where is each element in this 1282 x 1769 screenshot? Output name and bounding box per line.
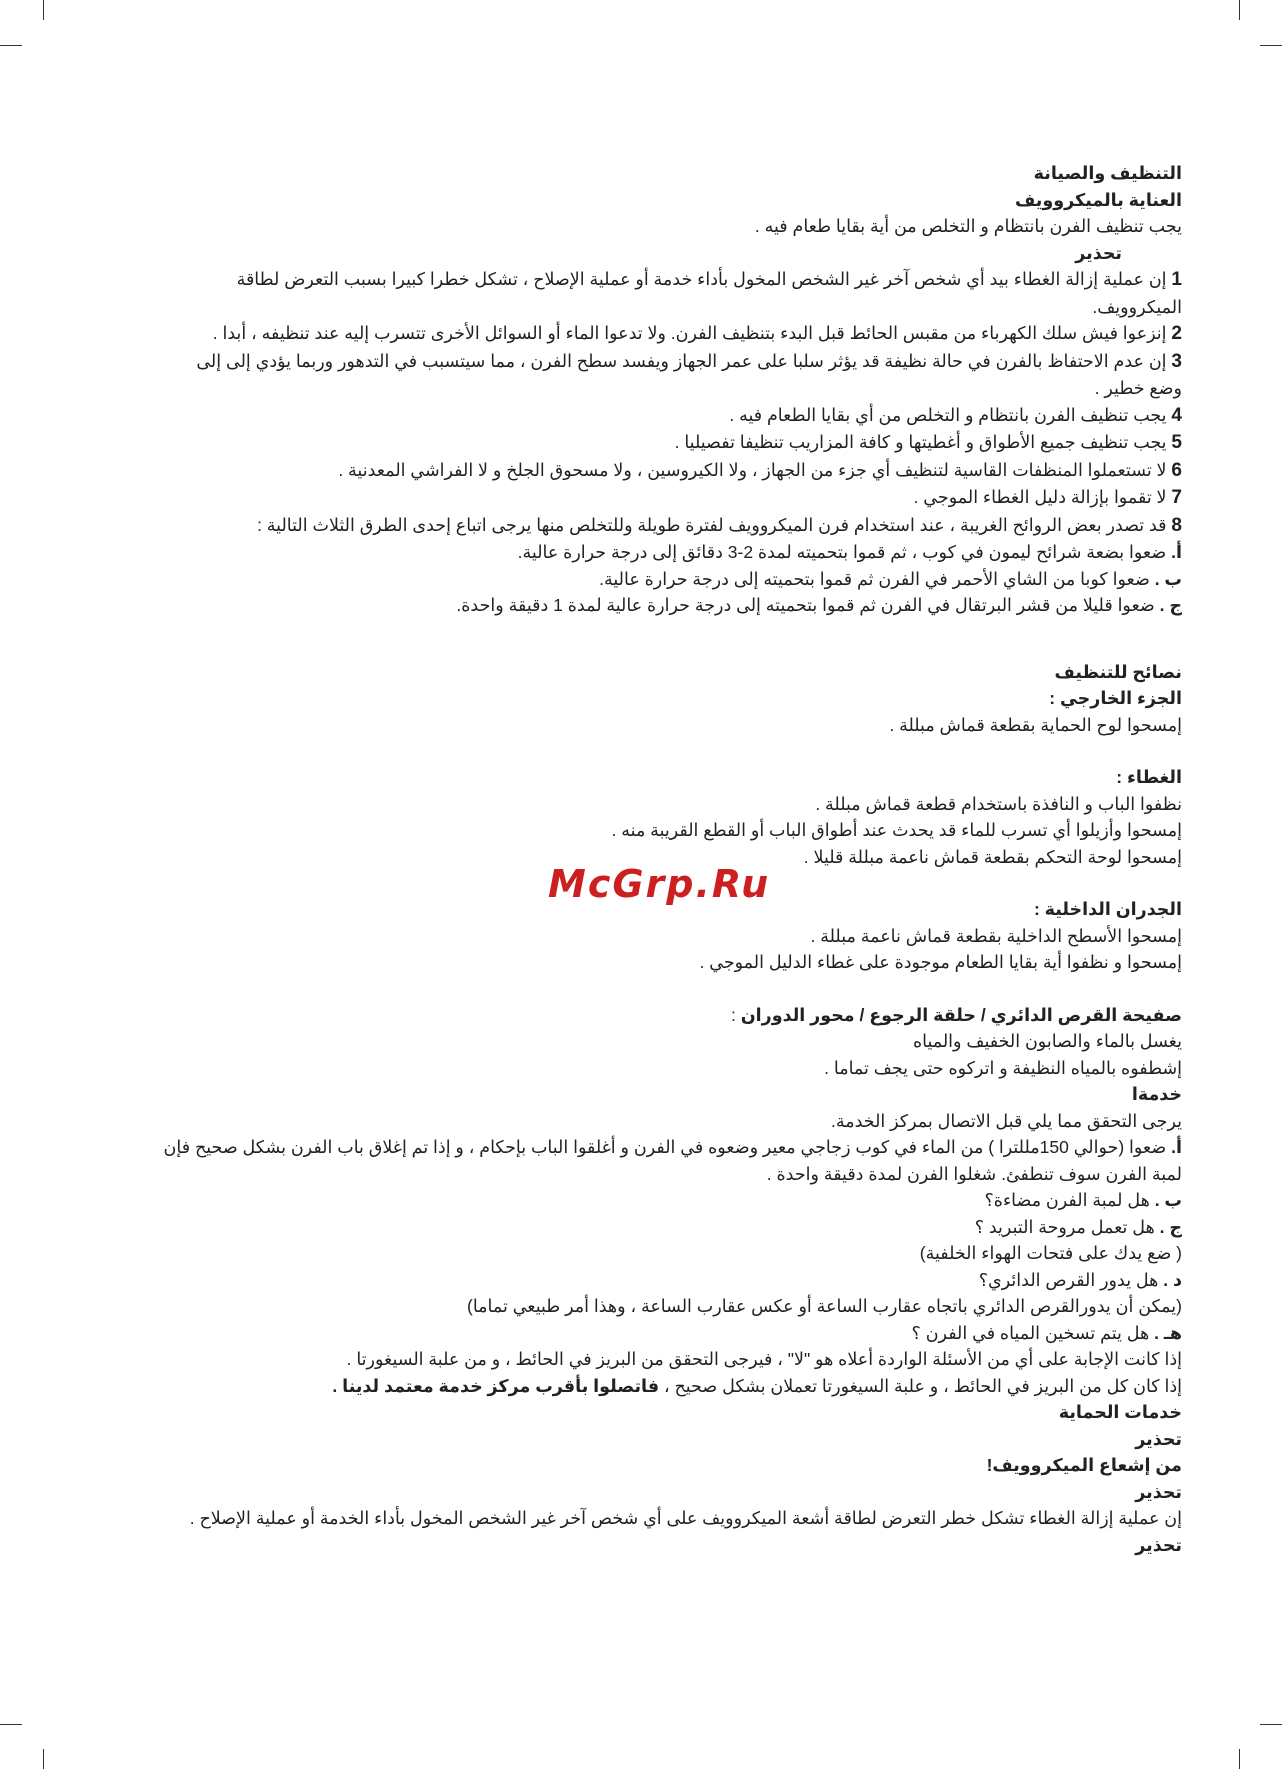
cover-text: نظفوا الباب و النافذة باستخدام قطعة قماش مبللة .: [815, 793, 1182, 814]
list-item: 2 إنزعوا فيش سلك الكهرباء من مقبس الحائط قبل البدء بتنظيف الفرن. ولا تدعوا الماء أو السوائل الأخرى تتسرب إليه عند تنظيفه ، أبدا .: [212, 323, 1182, 344]
list-item: 7 لا تقموا بإزالة دليل الغطاء الموجي .: [913, 487, 1182, 508]
list-item: 3 إن عدم الاحتفاظ بالفرن في حالة نظيفة قد يؤثر سلبا على عمر الجهاز ويفسد سطح الفرن ، مما سيتسبب في التدهور وربما يؤدي إلى إلى وضع خطير .: [196, 350, 1182, 398]
spacer: [162, 738, 1182, 764]
turntable-heading: صفيحة القرص الدائري / حلقة الرجوع / محور الدوران :: [730, 1004, 1182, 1025]
crop-mark: [43, 0, 44, 20]
spacer: [162, 976, 1182, 1002]
turntable-text: يغسل بالماء والصابون الخفيف والمياه: [912, 1031, 1182, 1051]
list-item: 1 إن عملية إزالة الغطاء بيد أي شخص آخر غير الشخص المخول بأداء خدمة أو عملية الإصلاح ، تشكل خطرا كبيرا بسبب التعرض لطاقة الميكروويف.: [236, 269, 1182, 317]
watermark: McGrp.Ru: [548, 862, 771, 906]
list-item: 8 قد تصدر بعض الروائح الغريبة ، عند استخدام فرن الميكروويف لفترة طويلة وللتخلص منها يرجى اتباع إحدى الطرق الثلاث التالية :: [257, 514, 1182, 536]
exterior-text: إمسحوا لوح الحماية بقطعة قماش مبللة .: [889, 714, 1182, 735]
warning-heading: تحذير: [1075, 242, 1122, 263]
spacer: [162, 645, 1182, 659]
warning-heading: تحذير: [1135, 1534, 1182, 1555]
document-body: [162, 160, 1182, 1558]
list-item: 6 لا تستعملوا المنظفات القاسية لتنظيف أي جزء من الجهاز ، ولا الكيروسين ، ولا مسحوق الجلخ و لا الفراشي المعدنية .: [338, 459, 1182, 481]
tips-title: نصائح للتنظيف: [1054, 661, 1182, 682]
cover-text: إمسحوا وأزيلوا أي تسرب للماء قد يحدث عند أطواق الباب أو القطع القريبة منه .: [611, 820, 1182, 840]
service-item: د . هل يدور القرص الدائري؟: [978, 1269, 1182, 1290]
service-item: أ. ضعوا (حوالي 150مللترا ) من الماء في كوب زجاجي معير وضعوه في الفرن و أغلقوا الباب بإحكام ، و إذا تم إغلاق باب الفرن بشكل صحيح فإن لمبة الفرن سوف تنطفئ. شغلوا الفرن لمدة دقيقة واحدة .: [163, 1137, 1182, 1184]
crop-mark: [1260, 45, 1282, 46]
spacer: [162, 619, 1182, 645]
cover-heading: الغطاء :: [1116, 767, 1182, 787]
sub-list-item: ب . ضعوا كوبا من الشاي الأحمر في الفرن ثم قموا بتحميته إلى درجة حرارة عالية.: [599, 568, 1182, 589]
turntable-text: إشطفوه بالمياه النظيفة و اتركوه حتى يجف تماما .: [824, 1057, 1182, 1078]
section-title: التنظيف والصيانة: [1033, 163, 1182, 183]
crop-mark: [43, 1749, 44, 1769]
service-if-no: إذا كانت الإجابة على أي من الأسئلة الواردة أعلاه هو "لا" ، فيرجى التحقق من البريز في الحائط ، و من علبة السيغورتا .: [346, 1349, 1182, 1369]
section-subtitle: العناية بالميكروويف: [1014, 189, 1182, 210]
service-intro: يرجى التحقق مما يلي قبل الاتصال بمركز الخدمة.: [830, 1110, 1182, 1131]
service-item: ج . هل تعمل مروحة التبريد ؟: [974, 1216, 1182, 1237]
list-item: 5 يجب تنظيف جميع الأطواق و أغطيتها و كافة المزاريب تنظيفا تفصيليا .: [674, 432, 1182, 453]
protection-text: إن عملية إزالة الغطاء تشكل خطر التعرض لطاقة أشعة الميكروويف على أي شخص آخر غير الشخص المخول بأداء الخدمة أو عملية الإصلاح .: [189, 1508, 1182, 1528]
radiation-heading: من إشعاع الميكروويف!: [986, 1455, 1182, 1475]
service-item: ب . هل لمبة الفرن مضاءة؟: [984, 1190, 1182, 1210]
sub-list-item: أ. ضعوا بضعة شرائح ليمون في كوب ، ثم قموا بتحميته لمدة 2-3 دقائق إلى درجة حرارة عالية.: [517, 542, 1182, 562]
service-item: هـ . هل يتم تسخين المياه في الفرن ؟: [911, 1322, 1182, 1343]
service-heading: خدمةا: [1131, 1084, 1182, 1104]
crop-mark: [1239, 0, 1240, 20]
warning-heading: تحذير: [1135, 1481, 1182, 1502]
walls-heading: الجدران الداخلية :: [1033, 899, 1182, 919]
crop-mark: [0, 1724, 22, 1725]
service-note: (يمكن أن يدورالقرص الدائري باتجاه عقارب الساعة أو عكس عقارب الساعة ، وهذا أمر طبيعي تماما): [467, 1296, 1182, 1316]
crop-mark: [1239, 1749, 1240, 1769]
walls-text: إمسحوا الأسطح الداخلية بقطعة قماش ناعمة مبللة .: [810, 925, 1182, 946]
service-if-ok: إذا كان كل من البريز في الحائط ، و علبة السيغورتا تعملان بشكل صحيح ، فاتصلوا بأقرب مركز خدمة معتمد لدينا .: [332, 1375, 1182, 1396]
intro-text: يجب تنظيف الفرن بانتظام و التخلص من أية بقايا طعام فيه .: [754, 216, 1182, 236]
cover-text: إمسحوا لوحة التحكم بقطعة قماش ناعمة مبللة قليلا .: [803, 846, 1182, 867]
sub-list-item: ج . ضعوا قليلا من قشر البرتقال في الفرن ثم قموا بتحميته إلى درجة حرارة عالية لمدة 1 دقيقة واحدة.: [456, 595, 1182, 615]
spacer: [162, 870, 1182, 896]
crop-mark: [1260, 1724, 1282, 1725]
protection-heading: خدمات الحماية: [1058, 1402, 1182, 1422]
service-note: ( ضع يدك على فتحات الهواء الخلفية): [919, 1243, 1182, 1263]
exterior-heading: الجزء الخارجي :: [1049, 688, 1182, 708]
list-item: 4 يجب تنظيف الفرن بانتظام و التخلص من أي بقايا الطعام فيه .: [729, 404, 1182, 426]
warning-heading: تحذير: [1135, 1428, 1182, 1449]
crop-mark: [0, 45, 22, 46]
walls-text: إمسحوا و نظفوا أية بقايا الطعام موجودة على غطاء الدليل الموجي .: [699, 952, 1182, 972]
